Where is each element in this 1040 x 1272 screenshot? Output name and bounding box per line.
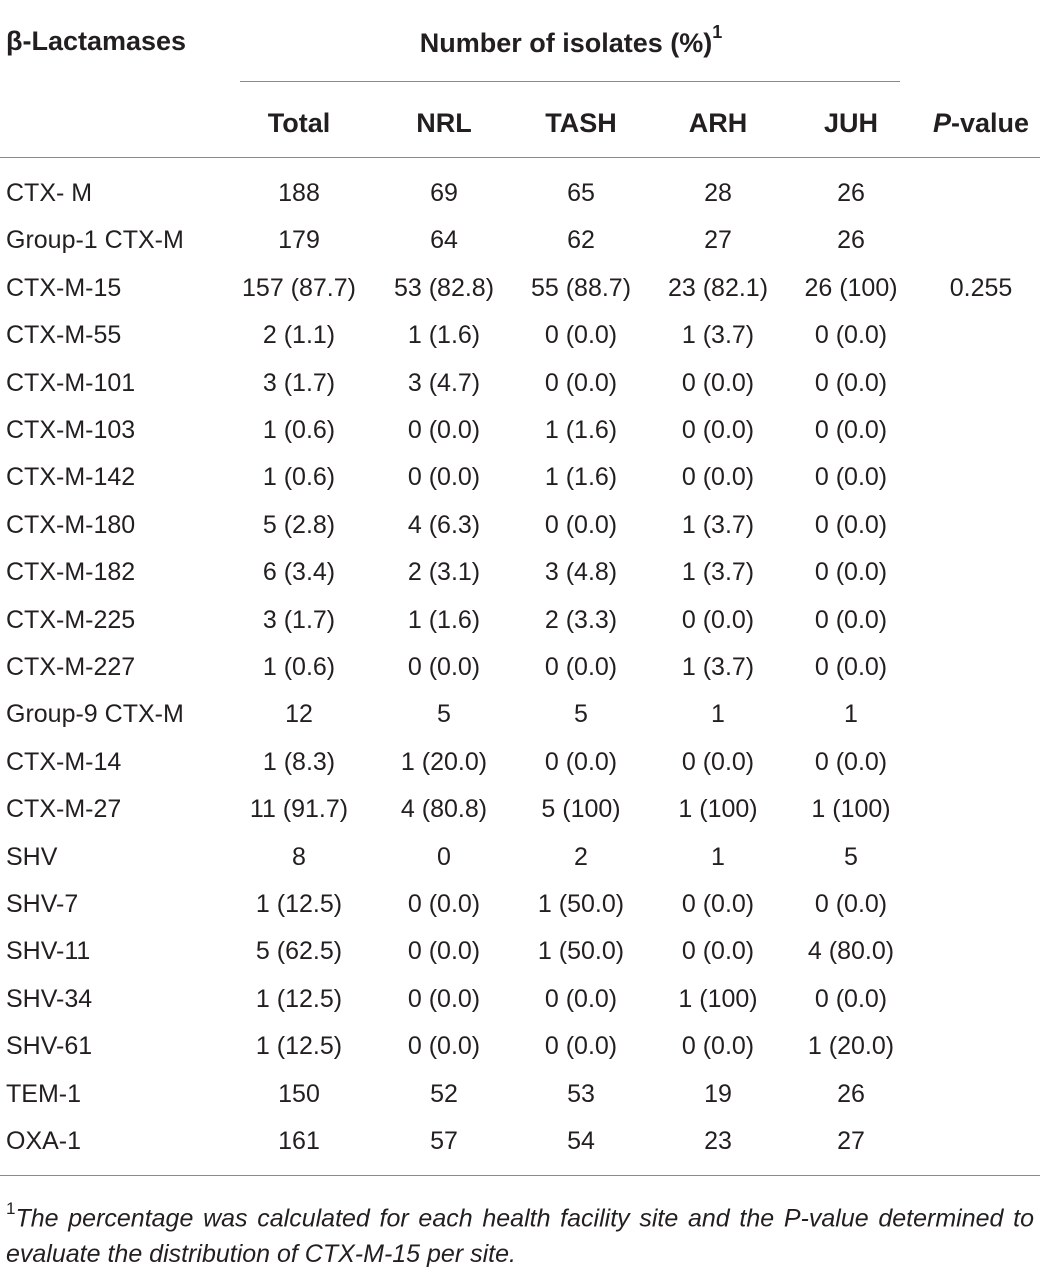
table-row xyxy=(0,363,1040,403)
footnote-marker: 1 xyxy=(6,1199,16,1218)
table-cell: 1 (100) xyxy=(678,795,758,824)
row-label: CTX-M-27 xyxy=(6,795,122,824)
table-cell: 5 (62.5) xyxy=(255,937,343,966)
table-cell: 1 (1.6) xyxy=(544,463,618,492)
group-header-footnote-marker: 1 xyxy=(712,22,723,42)
row-label: CTX-M-55 xyxy=(6,321,122,350)
table-row xyxy=(0,315,1040,355)
table-cell: 1 xyxy=(844,700,858,729)
table-cell: 26 (100) xyxy=(804,273,898,302)
table-cell: 52 xyxy=(430,1079,458,1108)
table-cell: 188 xyxy=(278,179,320,207)
table-cell: 2 (3.3) xyxy=(544,605,618,634)
table-cell: 1 (20.0) xyxy=(400,747,488,776)
table-cell: 55 (88.7) xyxy=(530,273,632,302)
row-label: Group-9 CTX-M xyxy=(6,700,184,729)
table-cell: 1 (1.6) xyxy=(544,416,618,444)
table-cell: 0 (0.0) xyxy=(544,1032,618,1061)
table-cell: 1 (1.6) xyxy=(407,605,481,634)
table-cell: 27 xyxy=(704,226,732,255)
row-label: CTX-M-15 xyxy=(6,273,122,302)
table-cell: 1 xyxy=(711,842,725,871)
row-label: SHV-11 xyxy=(6,937,91,966)
table-cell: 0 (0.0) xyxy=(814,463,888,492)
table-cell: 1 (3.7) xyxy=(681,653,755,681)
table-cell: 1 (50.0) xyxy=(537,890,625,918)
table-cell: 0 (0.0) xyxy=(681,747,755,776)
table-cell: 1 (0.6) xyxy=(262,653,336,681)
row-label: CTX-M-14 xyxy=(6,747,122,776)
pvalue-suffix: -value xyxy=(950,108,1030,138)
row-label: SHV-7 xyxy=(6,890,79,918)
table-cell: 1 (100) xyxy=(678,984,758,1013)
table-cell: 26 xyxy=(837,179,865,207)
group-header-rule xyxy=(240,81,900,82)
col-header-pvalue xyxy=(933,108,1029,139)
table-row xyxy=(0,1121,1040,1161)
table-cell: 3 (1.7) xyxy=(262,605,336,634)
table-row xyxy=(0,505,1040,545)
row-label: CTX-M-227 xyxy=(6,653,136,681)
col-header-tash: TASH xyxy=(545,108,617,138)
row-label: CTX-M-180 xyxy=(6,510,136,539)
table-cell: 4 (80.8) xyxy=(400,795,488,824)
table-row xyxy=(0,789,1040,829)
table-cell: 150 xyxy=(278,1079,320,1108)
row-label: OXA-1 xyxy=(6,1127,82,1155)
table-cell: 0 (0.0) xyxy=(681,890,755,918)
table-row xyxy=(0,694,1040,734)
table-cell: 5 (2.8) xyxy=(262,510,336,539)
col-header-nrl: NRL xyxy=(416,108,472,138)
table-cell: 0 (0.0) xyxy=(681,1032,755,1061)
row-label: CTX-M-225 xyxy=(6,605,136,634)
group-header xyxy=(419,22,723,59)
table-cell: 1 (1.6) xyxy=(407,321,481,350)
table-cell: 1 (20.0) xyxy=(807,1032,895,1061)
table-cell: 2 (3.1) xyxy=(407,558,481,587)
table-cell: 0 (0.0) xyxy=(544,984,618,1013)
table-cell: 1 (0.6) xyxy=(262,463,336,492)
row-label: Group-1 CTX-M xyxy=(6,226,184,255)
table-cell: 0 (0.0) xyxy=(681,416,755,444)
table-row xyxy=(0,1074,1040,1114)
table-cell: 27 xyxy=(837,1127,865,1155)
table-cell: 0 (0.0) xyxy=(814,558,888,587)
col-header-juh: JUH xyxy=(823,108,879,138)
table-cell: 0 (0.0) xyxy=(814,368,888,397)
row-label: CTX-M-182 xyxy=(6,558,136,587)
table-row xyxy=(0,647,1040,687)
table-row xyxy=(0,410,1040,450)
pvalue-italic-p: P xyxy=(932,108,951,138)
table-cell: 0 (0.0) xyxy=(544,321,618,350)
col-header-total: Total xyxy=(267,108,331,138)
row-label: CTX-M-101 xyxy=(6,368,136,397)
table-cell: 0 (0.0) xyxy=(814,653,888,681)
table-cell: 0 (0.0) xyxy=(814,984,888,1013)
table-cell: 1 (100) xyxy=(811,795,891,824)
table-row xyxy=(0,979,1040,1019)
table-cell: 1 (3.7) xyxy=(681,321,755,350)
table-cell: 4 (80.0) xyxy=(807,937,895,966)
table-cell: 0 (0.0) xyxy=(681,605,755,634)
table-cell: 0 (0.0) xyxy=(681,937,755,966)
table-cell: 6 (3.4) xyxy=(262,558,336,587)
table-cell: 23 (82.1) xyxy=(667,273,769,302)
row-label: CTX-M-142 xyxy=(6,463,136,492)
table-row xyxy=(0,742,1040,782)
group-header-title: Number of isolates (%) xyxy=(419,28,713,58)
table-row xyxy=(0,600,1040,640)
row-label: SHV-34 xyxy=(6,984,93,1013)
table-cell: 8 xyxy=(292,842,306,871)
table-row xyxy=(0,268,1040,308)
table-cell: 5 xyxy=(574,700,588,729)
table-cell: 0 (0.0) xyxy=(544,368,618,397)
table-cell: 0 (0.0) xyxy=(814,321,888,350)
table-cell: 57 xyxy=(430,1127,458,1155)
table-cell: 54 xyxy=(567,1127,595,1155)
table-cell: 0 (0.0) xyxy=(814,510,888,539)
table-cell: 1 (12.5) xyxy=(255,890,343,918)
table-cell: 0 (0.0) xyxy=(407,416,481,444)
table-row xyxy=(0,457,1040,497)
table-row xyxy=(0,837,1040,877)
table-row xyxy=(0,220,1040,260)
table-cell: 4 (6.3) xyxy=(407,510,481,539)
table-cell: 1 xyxy=(711,700,725,729)
table-cell: 0 xyxy=(437,842,451,871)
table-row xyxy=(0,552,1040,592)
table-cell: 157 (87.7) xyxy=(242,273,356,302)
table-cell: 0 (0.0) xyxy=(407,653,481,681)
table-cell: 2 (1.1) xyxy=(262,321,336,350)
table-cell: 0 (0.0) xyxy=(407,984,481,1013)
row-label: CTX-M-103 xyxy=(6,416,136,444)
footnote-text: The percentage was calculated for each health facility site and the P-value determined to evaluate the distribution of CTX-M-15 per site. xyxy=(6,1204,1034,1269)
table-cell: 0 (0.0) xyxy=(681,368,755,397)
row-label: SHV xyxy=(6,842,58,871)
table-cell: 26 xyxy=(837,1079,865,1108)
table-cell: 0 (0.0) xyxy=(544,747,618,776)
table-cell: 3 (1.7) xyxy=(262,368,336,397)
table-cell: 28 xyxy=(704,179,732,207)
table-cell: 0 (0.0) xyxy=(544,510,618,539)
table-bottom-rule xyxy=(0,1175,1040,1176)
table-cell: 1 (8.3) xyxy=(262,747,336,776)
table-cell: 0 (0.0) xyxy=(407,890,481,918)
table-cell: 53 xyxy=(567,1079,595,1108)
table-cell: 26 xyxy=(837,226,865,255)
table-cell: 1 (0.6) xyxy=(262,416,336,444)
table-cell: 0 (0.0) xyxy=(681,463,755,492)
col-header-arh: ARH xyxy=(688,108,748,138)
table-cell: 1 (12.5) xyxy=(255,1032,343,1061)
table-cell: 5 (100) xyxy=(541,795,621,824)
table-row xyxy=(0,884,1040,924)
row-label: CTX- M xyxy=(6,179,93,207)
table-cell: 1 (3.7) xyxy=(681,510,755,539)
footnote xyxy=(6,1194,1034,1272)
table-cell: 5 xyxy=(844,842,858,871)
row-label: TEM-1 xyxy=(6,1079,81,1108)
table-cell: 1 (50.0) xyxy=(537,937,625,966)
row-label: SHV-61 xyxy=(6,1032,93,1061)
table-cell: 0 (0.0) xyxy=(407,1032,481,1061)
table-cell: 0 (0.0) xyxy=(407,937,481,966)
table-cell: 3 (4.8) xyxy=(544,558,618,587)
table-cell: 0.255 xyxy=(949,273,1013,302)
table-cell: 1 (3.7) xyxy=(681,558,755,587)
table-cell: 3 (4.7) xyxy=(407,368,481,397)
table-cell: 19 xyxy=(704,1079,732,1108)
table-cell: 1 (12.5) xyxy=(255,984,343,1013)
header-bottom-rule xyxy=(0,157,1040,158)
table-cell: 0 (0.0) xyxy=(814,416,888,444)
table-cell: 62 xyxy=(567,226,595,255)
table-cell: 23 xyxy=(704,1127,732,1155)
table-cell: 0 (0.0) xyxy=(814,747,888,776)
table-cell: 12 xyxy=(285,700,313,729)
table-cell: 0 (0.0) xyxy=(814,890,888,918)
table-cell: 64 xyxy=(430,226,458,255)
table-cell: 179 xyxy=(278,226,320,255)
table-cell: 5 xyxy=(437,700,451,729)
table-cell: 11 (91.7) xyxy=(249,795,349,824)
table-cell: 0 (0.0) xyxy=(814,605,888,634)
table-row xyxy=(0,173,1040,213)
table-cell: 69 xyxy=(430,179,458,207)
table-cell: 2 xyxy=(574,842,588,871)
table-row xyxy=(0,1026,1040,1066)
table-cell: 65 xyxy=(567,179,595,207)
table-cell: 0 (0.0) xyxy=(544,653,618,681)
table-cell: 53 (82.8) xyxy=(393,273,495,302)
row-label-header: β-Lactamases xyxy=(6,26,187,56)
table-cell: 161 xyxy=(278,1127,320,1155)
table-cell: 0 (0.0) xyxy=(407,463,481,492)
table-row xyxy=(0,931,1040,971)
